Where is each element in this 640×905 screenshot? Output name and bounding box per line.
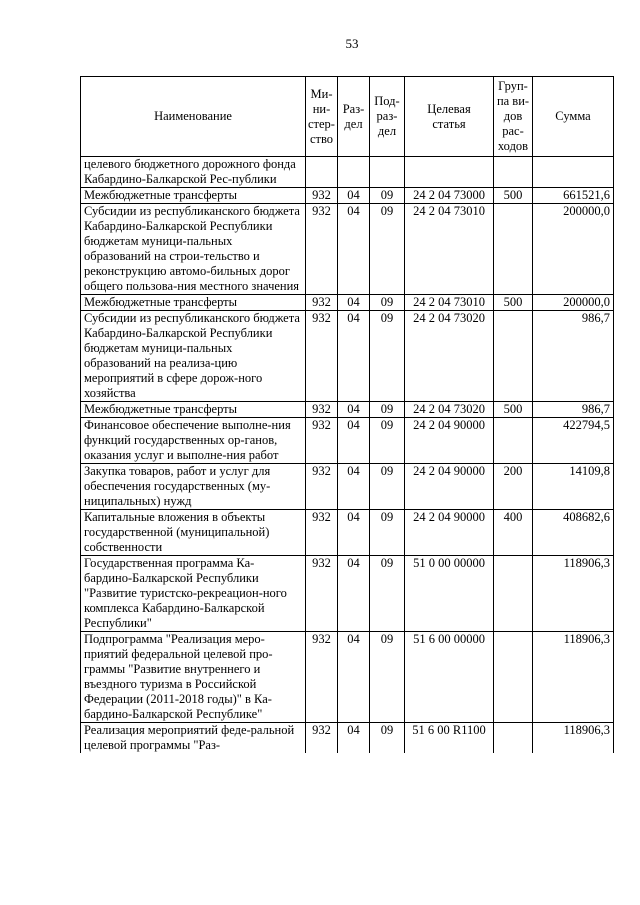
cell-name: Межбюджетные трансферты [81, 402, 306, 418]
cell-ministry: 932 [306, 188, 338, 204]
cell-section: 04 [338, 632, 370, 723]
cell-group [494, 157, 533, 188]
cell-group: 500 [494, 402, 533, 418]
cell-name: Межбюджетные трансферты [81, 188, 306, 204]
cell-subsection: 09 [370, 204, 405, 295]
cell-subsection: 09 [370, 418, 405, 464]
cell-name: Закупка товаров, работ и услуг для обеспечения государственных (му-ниципальных) нужд [81, 464, 306, 510]
cell-section: 04 [338, 418, 370, 464]
cell-ministry: 932 [306, 723, 338, 754]
cell-group: 500 [494, 188, 533, 204]
cell-ministry: 932 [306, 464, 338, 510]
cell-section: 04 [338, 556, 370, 632]
cell-target: 24 2 04 73010 [405, 295, 494, 311]
cell-section: 04 [338, 464, 370, 510]
header-target: Целевая статья [405, 77, 494, 157]
cell-sum: 200000,0 [533, 204, 614, 295]
cell-target: 51 6 00 00000 [405, 632, 494, 723]
cell-group [494, 204, 533, 295]
cell-group [494, 311, 533, 402]
cell-section: 04 [338, 311, 370, 402]
cell-sum: 422794,5 [533, 418, 614, 464]
budget-table [80, 76, 614, 753]
cell-ministry: 932 [306, 418, 338, 464]
cell-section: 04 [338, 204, 370, 295]
cell-sum: 14109,8 [533, 464, 614, 510]
cell-sum: 200000,0 [533, 295, 614, 311]
cell-subsection [370, 157, 405, 188]
cell-group: 500 [494, 295, 533, 311]
table-row [81, 464, 614, 510]
cell-target [405, 157, 494, 188]
cell-sum: 118906,3 [533, 632, 614, 723]
table-row [81, 204, 614, 295]
header-subsection: Под- раз- дел [370, 77, 405, 157]
cell-subsection: 09 [370, 311, 405, 402]
cell-target: 24 2 04 73020 [405, 311, 494, 402]
table-row [81, 510, 614, 556]
table-row [81, 632, 614, 723]
page-number: 53 [345, 36, 359, 51]
table-row [81, 418, 614, 464]
cell-ministry [306, 157, 338, 188]
cell-target: 51 0 00 00000 [405, 556, 494, 632]
table-row [81, 295, 614, 311]
cell-target: 24 2 04 73020 [405, 402, 494, 418]
header-name: Наименование [81, 77, 306, 157]
table-row [81, 157, 614, 188]
cell-subsection: 09 [370, 464, 405, 510]
cell-subsection: 09 [370, 402, 405, 418]
cell-group [494, 723, 533, 754]
cell-subsection: 09 [370, 295, 405, 311]
table-row [81, 556, 614, 632]
cell-group [494, 556, 533, 632]
cell-ministry: 932 [306, 510, 338, 556]
cell-sum: 986,7 [533, 311, 614, 402]
cell-ministry: 932 [306, 556, 338, 632]
cell-target: 24 2 04 73000 [405, 188, 494, 204]
cell-sum: 986,7 [533, 402, 614, 418]
cell-name: Межбюджетные трансферты [81, 295, 306, 311]
cell-group: 200 [494, 464, 533, 510]
cell-section: 04 [338, 295, 370, 311]
header-section: Раз- дел [338, 77, 370, 157]
header-ministry: Ми- ни- стер- ство [306, 77, 338, 157]
cell-subsection: 09 [370, 188, 405, 204]
cell-ministry: 932 [306, 295, 338, 311]
header-sum: Сумма [533, 77, 614, 157]
cell-sum: 118906,3 [533, 723, 614, 754]
cell-sum: 661521,6 [533, 188, 614, 204]
cell-section: 04 [338, 402, 370, 418]
cell-group: 400 [494, 510, 533, 556]
cell-target: 24 2 04 90000 [405, 464, 494, 510]
cell-sum [533, 157, 614, 188]
cell-subsection: 09 [370, 510, 405, 556]
cell-ministry: 932 [306, 204, 338, 295]
cell-group [494, 418, 533, 464]
cell-ministry: 932 [306, 632, 338, 723]
cell-ministry: 932 [306, 311, 338, 402]
cell-name: целевого бюджетного дорожного фонда Кабардино-Балкарской Рес-публики [81, 157, 306, 188]
cell-subsection: 09 [370, 556, 405, 632]
header-row [81, 77, 614, 157]
table-row [81, 188, 614, 204]
cell-section [338, 157, 370, 188]
cell-name: Финансовое обеспечение выполне-ния функций государственных ор-ганов, оказания услуг и выполне-ния работ [81, 418, 306, 464]
cell-group [494, 632, 533, 723]
table-body [81, 157, 614, 754]
cell-target: 24 2 04 90000 [405, 418, 494, 464]
cell-name: Капитальные вложения в объекты государственной (муниципальной) собственности [81, 510, 306, 556]
cell-name: Подпрограмма "Реализация меро-приятий федеральной целевой про-граммы "Развитие внутреннего и въездного туризма в Российской Федерации (2011-2018 годы)" в Ка-бардино-Балкарской Республике" [81, 632, 306, 723]
cell-subsection: 09 [370, 723, 405, 754]
cell-subsection: 09 [370, 632, 405, 723]
cell-target: 24 2 04 90000 [405, 510, 494, 556]
table-row [81, 311, 614, 402]
cell-sum: 118906,3 [533, 556, 614, 632]
header-group: Груп- па ви- дов рас- ходов [494, 77, 533, 157]
cell-sum: 408682,6 [533, 510, 614, 556]
cell-section: 04 [338, 510, 370, 556]
table-row [81, 402, 614, 418]
table-row [81, 723, 614, 754]
cell-section: 04 [338, 723, 370, 754]
cell-section: 04 [338, 188, 370, 204]
cell-ministry: 932 [306, 402, 338, 418]
cell-target: 24 2 04 73010 [405, 204, 494, 295]
cell-name: Реализация мероприятий феде-ральной целевой программы "Раз- [81, 723, 306, 754]
cell-name: Субсидии из республиканского бюджета Кабардино-Балкарской Республики бюджетам муници-пальных образований на строи-тельство и реконструкцию автомо-бильных дорог общего пользова-ния местного значения [81, 204, 306, 295]
cell-name: Субсидии из республиканского бюджета Кабардино-Балкарской Республики бюджетам муници-пальных образований на реализа-цию мероприятий в сфере дорож-ного хозяйства [81, 311, 306, 402]
cell-target: 51 6 00 R1100 [405, 723, 494, 754]
cell-name: Государственная программа Ка-бардино-Балкарской Республики "Развитие туристско-рекреацион-ного комплекса Кабардино-Балкарской Республики" [81, 556, 306, 632]
